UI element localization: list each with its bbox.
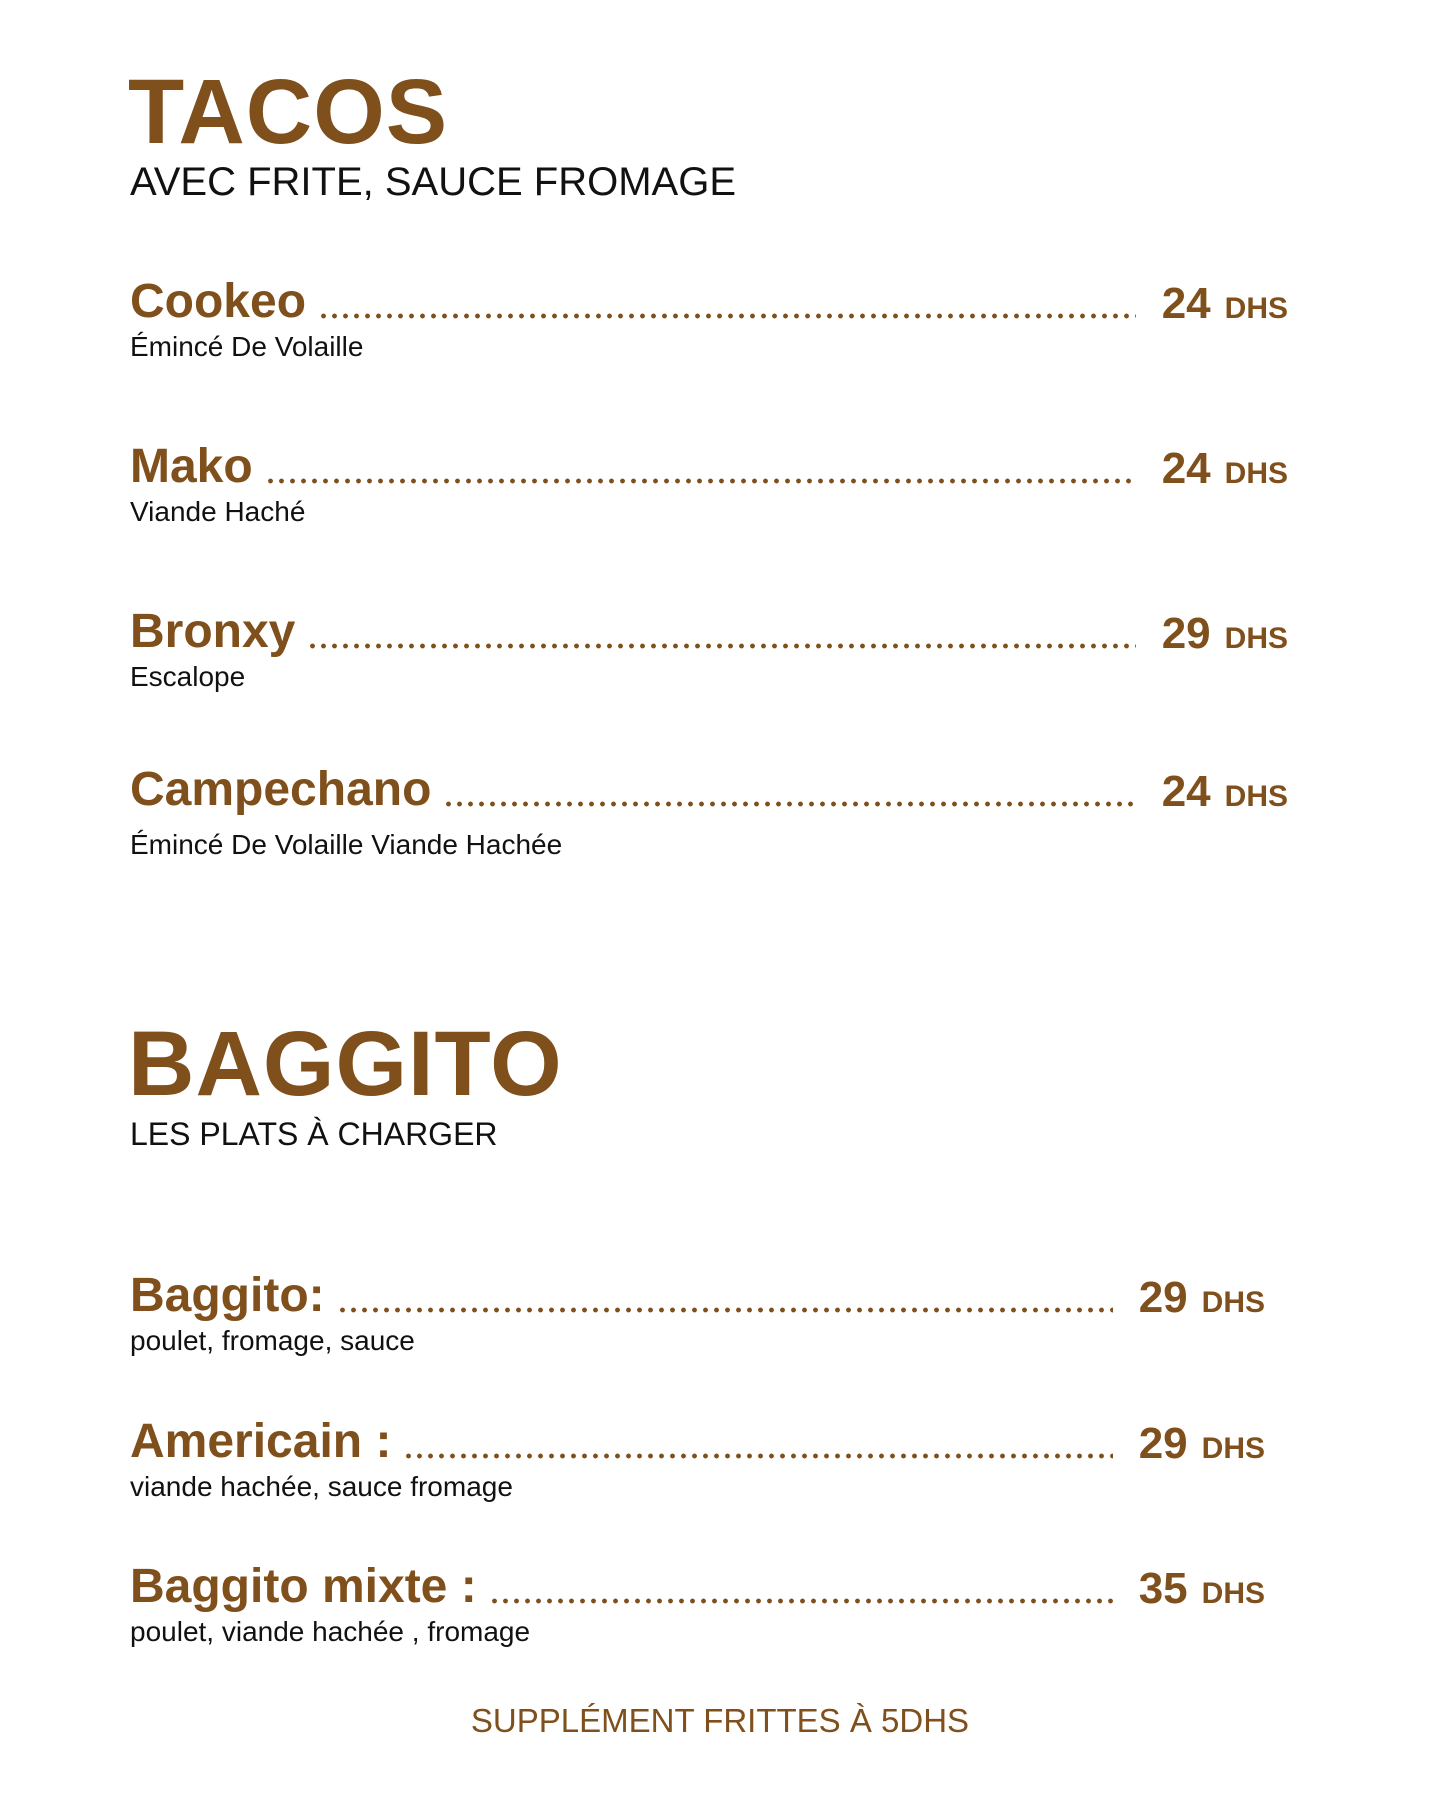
price-amount: 29 xyxy=(1161,609,1211,658)
item-price xyxy=(1138,1564,1265,1613)
item-description: Émincé De Volaille Viande Hachée xyxy=(130,829,563,860)
price-amount: 35 xyxy=(1138,1564,1188,1613)
price-amount: 24 xyxy=(1161,767,1211,816)
item-name: Bronxy xyxy=(130,605,296,658)
dotted-leader xyxy=(307,640,1135,652)
tacos-section-subtitle: AVEC FRITE, SAUCE FROMAGE xyxy=(130,160,736,204)
menu-item xyxy=(130,604,1288,693)
tacos-section-title: TACOS xyxy=(128,61,449,163)
item-description: viande hachée, sauce fromage xyxy=(130,1471,513,1502)
price-currency: DHS xyxy=(1201,1432,1265,1465)
menu-item xyxy=(130,274,1288,363)
price-currency: DHS xyxy=(1224,780,1288,813)
item-name: Cookeo xyxy=(130,275,307,328)
item-description: poulet, viande hachée , fromage xyxy=(130,1616,531,1647)
item-name: Americain : xyxy=(130,1415,392,1468)
menu-item xyxy=(130,1559,1265,1648)
dotted-leader xyxy=(318,310,1136,322)
item-name: Baggito mixte : xyxy=(130,1560,477,1613)
item-price xyxy=(1138,1273,1265,1322)
menu-item xyxy=(130,439,1288,528)
item-price xyxy=(1161,767,1288,816)
menu-item xyxy=(130,1414,1265,1503)
price-amount: 29 xyxy=(1138,1273,1188,1322)
price-amount: 24 xyxy=(1161,279,1211,328)
baggito-section-title: BAGGITO xyxy=(128,1013,563,1115)
dotted-leader xyxy=(489,1595,1113,1607)
price-currency: DHS xyxy=(1224,622,1288,655)
menu-item xyxy=(130,762,1288,861)
price-currency: DHS xyxy=(1224,292,1288,325)
price-currency: DHS xyxy=(1201,1286,1265,1319)
item-name: Mako xyxy=(130,440,253,493)
dotted-leader xyxy=(265,475,1136,487)
item-name: Campechano xyxy=(130,763,432,816)
item-price xyxy=(1138,1419,1265,1468)
item-name: Baggito: xyxy=(130,1269,325,1322)
item-description: Émincé De Volaille xyxy=(130,331,364,362)
item-description: Escalope xyxy=(130,661,246,692)
item-price xyxy=(1161,609,1288,658)
item-price xyxy=(1161,279,1288,328)
dotted-leader xyxy=(337,1304,1113,1316)
price-currency: DHS xyxy=(1224,457,1288,490)
item-price xyxy=(1161,444,1288,493)
dotted-leader xyxy=(443,798,1135,810)
price-amount: 24 xyxy=(1161,444,1211,493)
dotted-leader xyxy=(403,1450,1112,1462)
price-currency: DHS xyxy=(1201,1577,1265,1610)
menu-item xyxy=(130,1268,1265,1357)
baggito-section-subtitle: LES PLATS À CHARGER xyxy=(130,1116,498,1152)
item-description: poulet, fromage, sauce xyxy=(130,1325,415,1356)
price-amount: 29 xyxy=(1138,1419,1188,1468)
item-description: Viande Haché xyxy=(130,496,306,527)
footer-note: SUPPLÉMENT FRITTES À 5DHS xyxy=(470,1702,970,1739)
